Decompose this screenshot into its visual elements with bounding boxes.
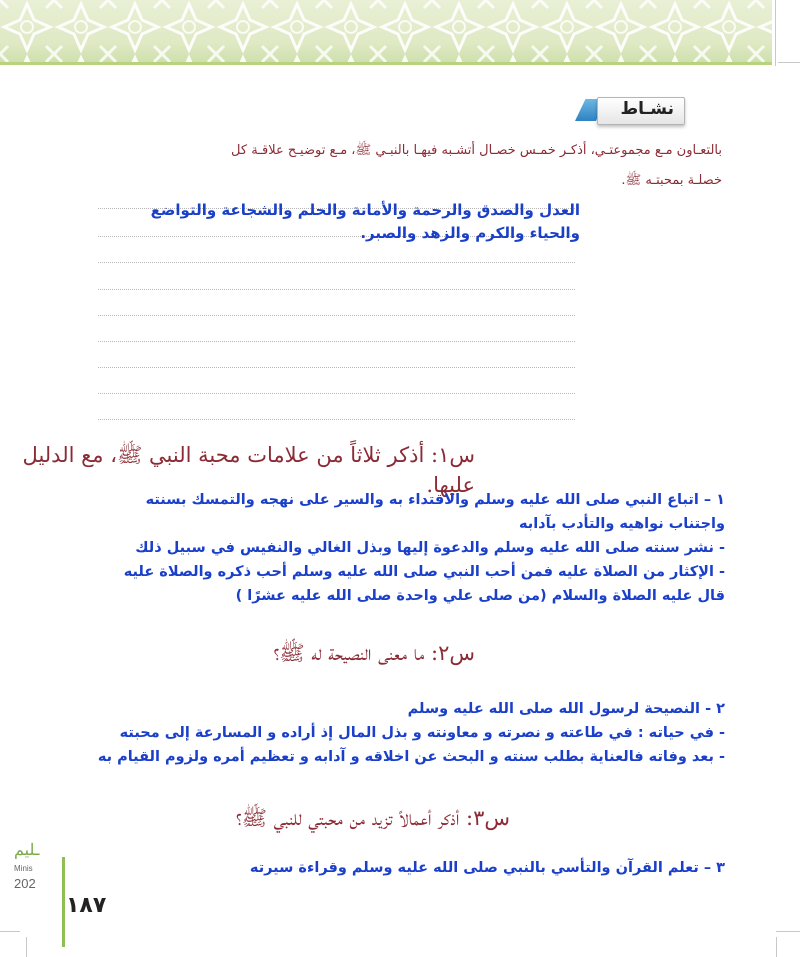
answer-2	[25, 697, 725, 769]
answer-2-line: ٢ - النصيحة لرسول الله صلى الله عليه وسلم	[407, 701, 725, 717]
ministry-logo-text: ـليم	[14, 842, 40, 859]
answer-1	[25, 488, 725, 608]
answer-1-line: واجتناب نواهيه والتأدب بآدابه	[518, 516, 725, 532]
activity-tab-box	[597, 97, 685, 125]
trim-mark	[775, 0, 776, 66]
activity-instruction-line2: خصلـة بمحبتـه ﷺ.	[621, 173, 722, 188]
answer-1-line: - نشر سنته صلى الله عليه وسلم والدعوة إليها وبذل الغالي والنفيس في سبيل ذلك	[135, 540, 725, 556]
writing-line	[98, 419, 575, 420]
answer-2-line: - بعد وفاته فالعناية بطلب سنته و البحث عن اخلاقه و آدابه و تعظيم أمره ولزوم القيام به	[97, 749, 725, 765]
question-3: س٣: أذكر أعمالاً تزيد من محبتي للنبي ﷺ؟	[235, 806, 510, 830]
year-text: 202	[14, 876, 36, 891]
answer-3	[25, 856, 725, 880]
activity-instruction-line1: بالتعـاون مـع مجموعتـي، أذكـر خمـس خصـال أتشـبه فيهـا بالنبـي ﷺ، مـع توضيـح علاقـة كل	[231, 143, 722, 158]
answer-1-line: ١ – اتباع النبي صلى الله عليه وسلم والاقتداء به والسير على نهجه والتمسك بسنته	[145, 492, 725, 508]
question-1: س١: أذكر ثلاثاً من علامات محبة النبي ﷺ، مع الدليل عليها.	[22, 443, 475, 497]
activity-answer: العدل والصدق والرحمة والأمانة والحلم والشجاعة والتواضع والحياء والكرم والزهد والصبر.	[150, 201, 580, 242]
question-2: س٢: ما معنى النصيحة له ﷺ؟	[273, 641, 475, 665]
answer-3-line: ٣ – تعلم القرآن والتأسي بالنبي صلى الله عليه وسلم وقراءة سيرته	[249, 860, 725, 876]
trim-mark	[0, 931, 20, 932]
answer-1-line: - الإكثار من الصلاة عليه فمن أحب النبي صلى الله عليه وسلم أحب ذكره والصلاة عليه	[123, 564, 725, 580]
answer-1-line: قال عليه الصلاة والسلام (من صلى علي واحدة صلى الله عليه عشرًا )	[235, 588, 725, 604]
trim-mark	[776, 937, 777, 957]
writing-line	[98, 289, 575, 290]
writing-line	[98, 341, 575, 342]
writing-line	[98, 367, 575, 368]
activity-title: نشـاط	[620, 99, 674, 119]
trim-mark	[776, 931, 800, 932]
page-number: ١٨٧	[66, 893, 107, 918]
header-banner	[0, 0, 772, 62]
pattern-decoration	[0, 0, 772, 62]
trim-mark	[778, 62, 800, 63]
writing-line	[98, 315, 575, 316]
answer-2-line: - في حياته : في طاعته و نصرته و معاونته و بذل المال إذ أراده و المسارعة إلى محبته	[119, 725, 725, 741]
writing-line	[98, 393, 575, 394]
ministry-text: Minis	[14, 864, 33, 873]
trim-mark	[26, 937, 27, 957]
page-edge-bar	[62, 857, 65, 947]
writing-line	[98, 262, 575, 263]
banner-divider	[0, 62, 772, 65]
activity-tab	[575, 97, 685, 125]
